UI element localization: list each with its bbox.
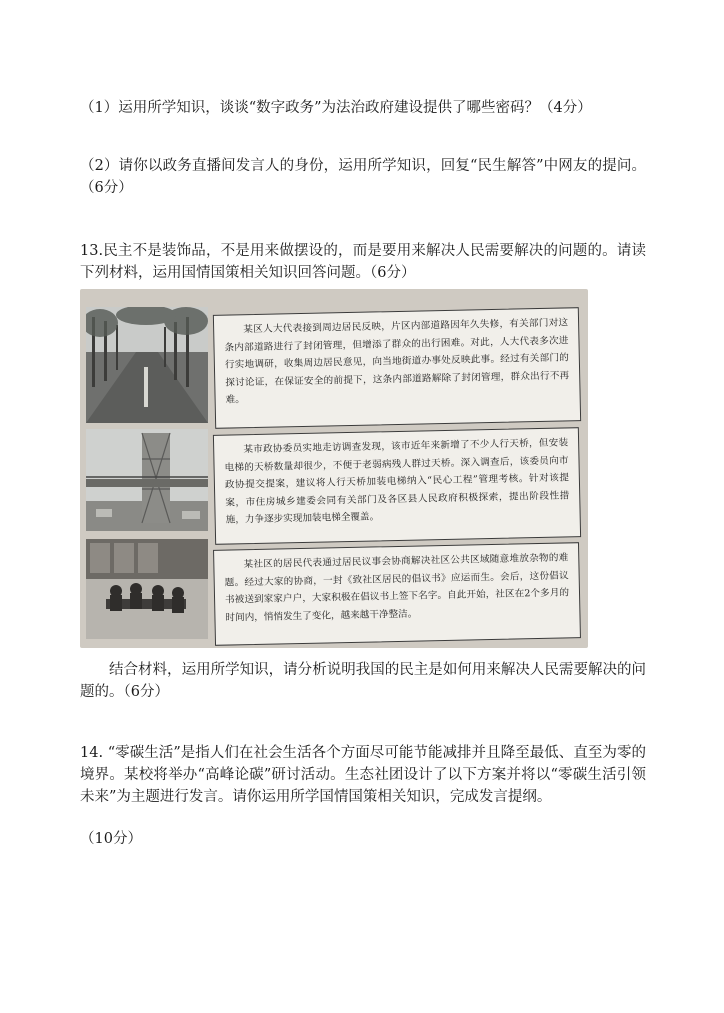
bridge-photo xyxy=(86,429,208,531)
question-12-part-2: （2）请你以政务直播间发言人的身份，运用所学知识，回复“民生解答”中网友的提问。（6分） xyxy=(80,158,646,196)
material-text-1: 某区人大代表接到周边居民反映，片区内部道路因年久失修，有关部门对这条内部道路进行了封闭管理，但增添了群众的出行困难。对此，人大代表多次进行实地调研，收集周边居民意见，向当地街道办事处反映此事。经过有关部门的探讨论证，在保证安全的前提下，这条内部道路解除了封闭管理，群众出行不再难。 xyxy=(224,317,570,406)
meeting-photo xyxy=(86,539,208,639)
material-text-3: 某社区的居民代表通过居民议事会协商解决社区公共区域随意堆放杂物的难题。经过大家的协商，一封《致社区居民的倡议书》应运而生。会后，这份倡议书被送到家家户户，大家积极在倡议书上签下名字。自此开始，社区在2个多月的时间内，悄悄发生了变化，越来越干净整洁。 xyxy=(224,552,570,624)
question-13-stem: 13.民主不是装饰品，不是用来做摆设的，而是要用来解决人民需要解决的问题的。请读下列材料，运用国情国策相关知识回答问题。（6分） xyxy=(80,243,646,281)
question-14-stem: 14. “零碳生活”是指人们在社会生活各个方面尽可能节能减排并且降至最低、直至为零的境界。某校将举办“高峰论碳”研讨活动。生态社团设计了以下方案并将以“零碳生活引领未来”为主题进行发言。请你运用所学国情国策相关知识，完成发言提纲。 xyxy=(80,745,646,805)
question-13-prompt: 结合材料，运用所学知识，请分析说明我国的民主是如何用来解决人民需要解决的问题的。（6分） xyxy=(80,662,646,700)
material-box-3 xyxy=(213,542,581,646)
question-14-score: （10分） xyxy=(80,831,142,847)
question-12-part-1: （1）运用所学知识，谈谈“数字政务”为法治政府建设提供了哪些密码？（4分） xyxy=(80,100,592,116)
material-box-2 xyxy=(213,427,581,545)
road-photo xyxy=(86,307,208,423)
material-figure xyxy=(80,289,588,648)
material-text-2: 某市政协委员实地走访调查发现，该市近年来新增了不少人行天桥，但安装电梯的天桥数量却很少，不便于老弱病残人群过天桥。深入调查后，该委员向市政协提交提案，建议将人行天桥加装电梯纳入“民心工程”管理考核。针对该提案，市住房城乡建委会同有关部门及各区县人民政府积极探索，提出阶段性措施，力争逐步实现加装电梯全覆盖。 xyxy=(224,437,570,526)
material-box-1 xyxy=(213,307,581,429)
